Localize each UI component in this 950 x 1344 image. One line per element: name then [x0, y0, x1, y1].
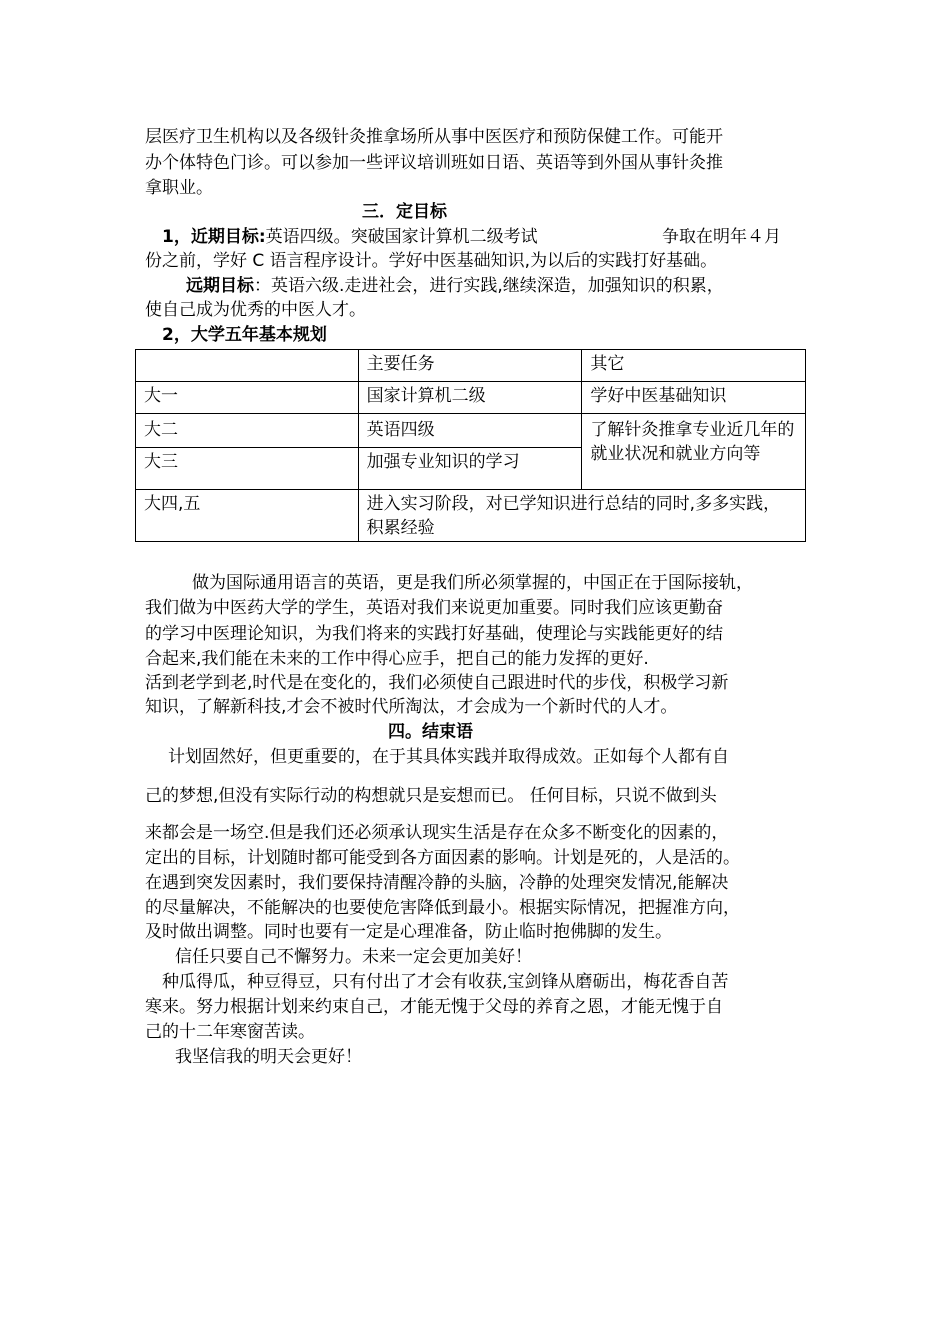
other-cell-merged: 了解针灸推拿专业近几年的就业状况和就业方向等 [582, 414, 806, 490]
conclusion-line: 的尽量解决，不能解决的也要使危害降低到最小。根据实际情况，把握准方向， [145, 898, 740, 918]
conclusion-line: 在遇到突发因素时，我们要保持清醒冷静的头脑，冷静的处理突发情况,能解决 [145, 873, 729, 893]
body-line: 合起来,我们能在未来的工作中得心应手，把自己的能力发挥的更好. [145, 649, 649, 669]
conclusion-line: 计划固然好，但更重要的，在于其具体实践并取得成效。正如每个人都有自 [168, 747, 729, 767]
table-header-cell [136, 350, 359, 382]
section-heading-goals: 三．定目标 [362, 202, 447, 222]
conclusion-line: 信任只要自己不懈努力。未来一定会更加美好！ [175, 947, 532, 967]
year-cell: 大二 [136, 414, 359, 448]
body-line: 我们做为中医药大学的学生，英语对我们来说更加重要。同时我们应该更勤奋 [145, 598, 723, 618]
table-row [136, 382, 806, 414]
conclusion-line: 及时做出调整。同时也要有一定是心理准备，防止临时抱佛脚的发生。 [145, 922, 672, 942]
five-year-plan-table [135, 349, 806, 542]
section-heading-conclusion: 四。结束语 [388, 722, 473, 742]
short-term-goal-deadline: 争取在明年４月 [662, 227, 781, 247]
intro-line: 层医疗卫生机构以及各级针灸推拿场所从事中医医疗和预防保健工作。可能开 [145, 127, 723, 147]
long-term-goal-line [186, 274, 724, 298]
task-cell: 英语四级 [358, 414, 582, 448]
year-cell: 大四,五 [136, 490, 359, 542]
task-cell: 国家计算机二级 [358, 382, 582, 414]
table-header-cell: 主要任务 [358, 350, 582, 382]
year-cell: 大三 [136, 448, 359, 490]
short-term-goal-text: 英语四级。突破国家计算机二级考试 [265, 227, 538, 247]
short-term-goal-line [162, 225, 538, 249]
task-cell: 加强专业知识的学习 [358, 448, 582, 490]
conclusion-line: 己的梦想,但没有实际行动的构想就只是妄想而已。 任何目标，只说不做到头 [145, 786, 717, 806]
table-header-row [136, 350, 806, 382]
conclusion-line: 种瓜得瓜，种豆得豆，只有付出了才会有收获,宝剑锋从磨砺出，梅花香自苦 [162, 972, 729, 992]
intro-line: 办个体特色门诊。可以参加一些评议培训班如日语、英语等到外国从事针灸推 [145, 153, 723, 173]
short-term-goal-label: 1，近期目标: [162, 227, 266, 247]
short-term-goal-line2: 份之前，学好 C 语言程序设计。学好中医基础知识,为以后的实践打好基础。 [145, 251, 718, 271]
long-term-goal-text: ：英语六级.走进社会，进行实践,继续深造，加强知识的积累， [254, 276, 724, 296]
table-row [136, 414, 806, 448]
conclusion-line: 寒来。努力根据计划来约束自己，才能无愧于父母的养育之恩，才能无愧于自 [145, 997, 723, 1017]
long-term-goal-label: 远期目标 [186, 276, 254, 296]
conclusion-line: 定出的目标，计划随时都可能受到各方面因素的影响。计划是死的，人是活的。 [145, 848, 740, 868]
other-cell: 学好中医基础知识 [582, 382, 806, 414]
conclusion-line: 来都会是一场空.但是我们还必须承认现实生活是存在众多不断变化的因素的， [145, 823, 729, 843]
body-line: 活到老学到老,时代是在变化的，我们必须使自己跟进时代的步伐，积极学习新 [145, 673, 729, 693]
table-row [136, 490, 806, 542]
body-line: 知识，了解新科技,才会不被时代所淘汰，才会成为一个新时代的人才。 [145, 697, 678, 717]
body-line: 的学习中医理论知识，为我们将来的实践打好基础，使理论与实践能更好的结 [145, 624, 723, 644]
long-term-goal-line2: 使自己成为优秀的中医人才。 [145, 300, 366, 320]
body-line: 做为国际通用语言的英语，更是我们所必须掌握的，中国正在于国际接轨， [192, 573, 753, 593]
intro-line: 拿职业。 [145, 178, 213, 198]
table-header-cell: 其它 [582, 350, 806, 382]
conclusion-line: 己的十二年寒窗苦读。 [145, 1022, 315, 1042]
task-cell-merged: 进入实习阶段，对已学知识进行总结的同时,多多实践，积累经验 [358, 490, 805, 542]
year-cell: 大一 [136, 382, 359, 414]
plan-heading: 2，大学五年基本规划 [162, 325, 327, 345]
conclusion-line: 我坚信我的明天会更好！ [175, 1047, 362, 1067]
